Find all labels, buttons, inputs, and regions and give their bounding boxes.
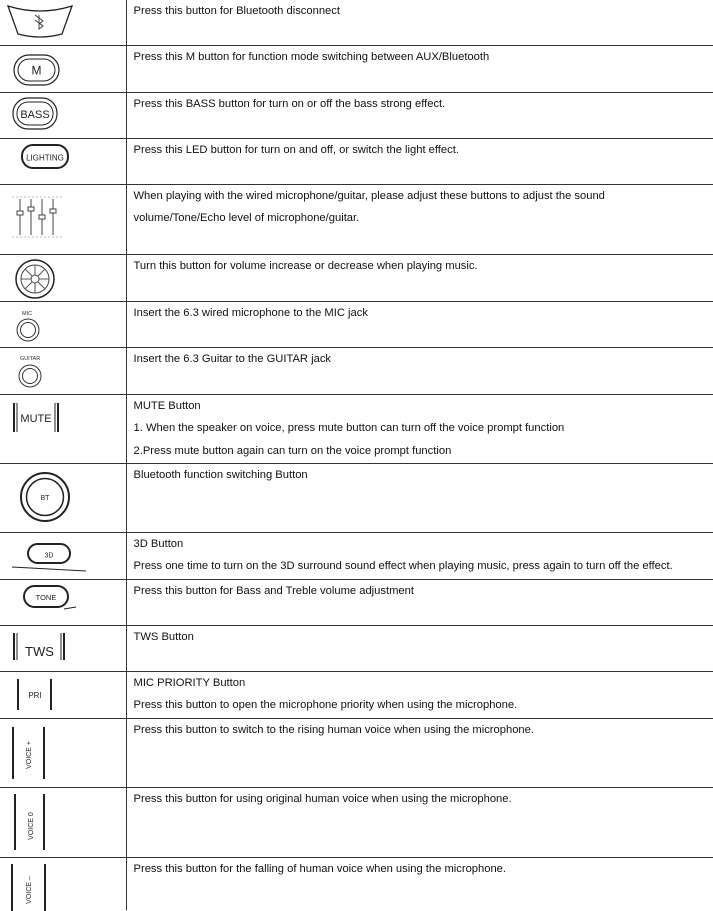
description-line: Press this button for Bluetooth disconnect [134, 0, 713, 23]
description-line: volume/Tone/Echo level of microphone/guitar. [134, 207, 713, 230]
lighting-button-icon [0, 139, 125, 184]
description-line: Turn this button for volume increase or decrease when playing music. [134, 255, 713, 278]
pri-button-icon [0, 672, 125, 718]
icon-cell [0, 857, 126, 910]
icon-cell [0, 463, 126, 532]
3d-button-icon [0, 533, 125, 579]
voice-minus-label: VOICE – [26, 876, 33, 904]
icon-cell [0, 394, 126, 463]
tws-label: TWS [25, 644, 54, 659]
description-line: TWS Button [134, 626, 713, 649]
table-row [0, 138, 713, 184]
bass-button-icon [0, 93, 125, 138]
tone-button-icon [0, 580, 125, 625]
tone-label: TONE [36, 593, 57, 602]
description-cell [126, 625, 713, 671]
description-line: Press this button for Bass and Treble volume adjustment [134, 580, 713, 603]
table-row [0, 718, 713, 787]
icon-cell [0, 184, 126, 254]
lighting-label: LIGHTING [26, 153, 64, 162]
table-row [0, 463, 713, 532]
description-line: Press this button to open the microphone priority when using the microphone. [134, 694, 713, 717]
mic-jack-icon [0, 302, 125, 347]
icon-cell [0, 254, 126, 301]
guitar-jack-icon [0, 348, 125, 394]
description-line: 3D Button [134, 533, 713, 556]
m-label: M [32, 63, 42, 77]
description-cell [126, 787, 713, 857]
description-cell [126, 0, 713, 45]
table-row [0, 92, 713, 138]
table-row [0, 45, 713, 92]
table-row [0, 625, 713, 671]
description-cell [126, 579, 713, 625]
mute-label: MUTE [20, 413, 51, 425]
voice-minus-button-icon [0, 858, 125, 911]
description-line: Press this button for using original human voice when using the microphone. [134, 788, 713, 811]
volume-knob-icon [0, 255, 125, 301]
icon-cell [0, 532, 126, 579]
table-row [0, 394, 713, 463]
description-line: MUTE Button [134, 395, 713, 418]
description-cell [126, 671, 713, 718]
description-line: Press this button for the falling of human voice when using the microphone. [134, 858, 713, 881]
table-row [0, 787, 713, 857]
table-row [0, 671, 713, 718]
pri-label: PRI [28, 691, 41, 700]
description-line: When playing with the wired microphone/guitar, please adjust these buttons to adjust the sound [134, 185, 713, 208]
description-line: MIC PRIORITY Button [134, 672, 713, 695]
description-line: Press one time to turn on the 3D surround sound effect when playing music, press again to turn off the effect. [134, 555, 713, 578]
description-cell [126, 45, 713, 92]
description-line: 1. When the speaker on voice, press mute button can turn off the voice prompt function [134, 417, 713, 440]
icon-cell [0, 0, 126, 45]
table-row [0, 857, 713, 910]
description-cell [126, 138, 713, 184]
mic-label: MIC [22, 311, 32, 317]
icon-cell [0, 138, 126, 184]
description-cell [126, 254, 713, 301]
icon-cell [0, 718, 126, 787]
table-row [0, 0, 713, 45]
table-row [0, 184, 713, 254]
icon-cell [0, 347, 126, 394]
slider-faders-icon [0, 185, 125, 254]
bt-label: BT [41, 495, 51, 502]
m-button-icon [0, 46, 125, 92]
voice-plus-label: VOICE + [26, 741, 33, 769]
table-row [0, 347, 713, 394]
table-row [0, 579, 713, 625]
description-cell [126, 92, 713, 138]
icon-cell [0, 301, 126, 347]
description-line: Press this BASS button for turn on or off the bass strong effect. [134, 93, 713, 116]
table-row [0, 532, 713, 579]
bt-button-icon [0, 464, 125, 532]
bluetooth-disconnect-icon [0, 0, 125, 44]
icon-cell [0, 45, 126, 92]
description-cell [126, 463, 713, 532]
description-cell [126, 184, 713, 254]
bass-label: BASS [20, 109, 49, 121]
icon-cell [0, 92, 126, 138]
table-row [0, 254, 713, 301]
description-cell [126, 532, 713, 579]
description-line: Insert the 6.3 wired microphone to the MIC jack [134, 302, 713, 325]
table-row [0, 301, 713, 347]
icon-cell [0, 579, 126, 625]
3d-label: 3D [45, 552, 54, 559]
mute-button-icon [0, 395, 125, 463]
description-cell [126, 718, 713, 787]
description-line: Press this LED button for turn on and off, or switch the light effect. [134, 139, 713, 162]
tws-button-icon [0, 626, 125, 671]
description-cell [126, 301, 713, 347]
voice-zero-button-icon [0, 788, 125, 857]
icon-cell [0, 671, 126, 718]
description-line: Bluetooth function switching Button [134, 464, 713, 487]
voice-zero-label: VOICE 0 [28, 812, 35, 840]
description-cell [126, 857, 713, 910]
description-cell [126, 394, 713, 463]
icon-cell [0, 787, 126, 857]
description-cell [126, 347, 713, 394]
description-line: Insert the 6.3 Guitar to the GUITAR jack [134, 348, 713, 371]
description-line: Press this M button for function mode switching between AUX/Bluetooth [134, 46, 713, 69]
description-line: Press this button to switch to the rising human voice when using the microphone. [134, 719, 713, 742]
voice-plus-button-icon [0, 719, 125, 787]
icon-cell [0, 625, 126, 671]
description-line: 2.Press mute button again can turn on the voice prompt function [134, 440, 713, 463]
guitar-label: GUITAR [20, 356, 40, 362]
